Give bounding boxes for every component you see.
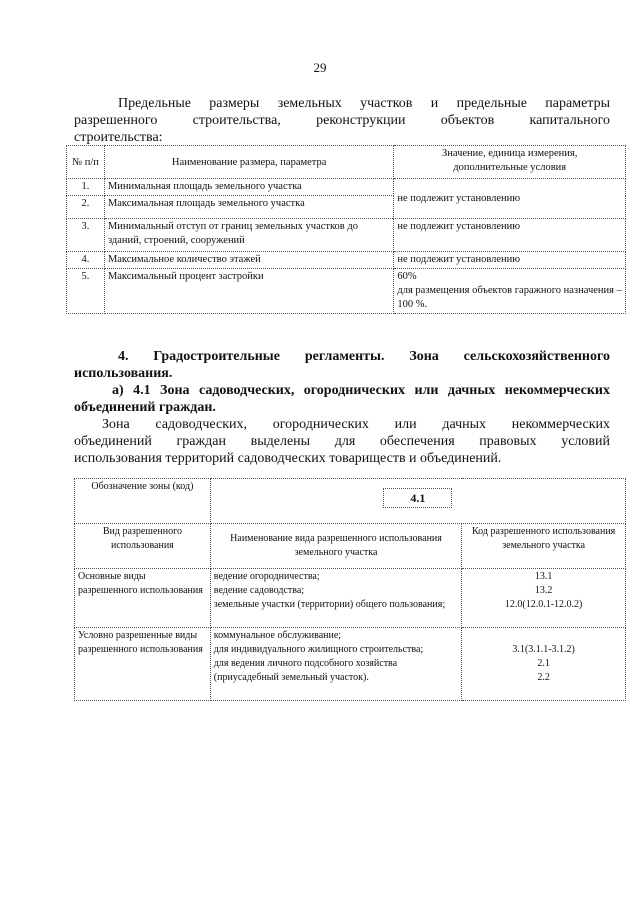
row-name: Максимальное количество этажей xyxy=(104,252,393,269)
table-row xyxy=(67,219,626,252)
subsection-line2: объединений граждан. xyxy=(74,400,216,415)
list-item: для индивидуального жилищного строительства; xyxy=(213,644,424,655)
list-item: 13.1 xyxy=(534,571,553,582)
row-value-line1: 60% xyxy=(397,271,417,282)
row-value: не подлежит установлению xyxy=(394,179,626,219)
list-item: для ведения личного подсобного хозяйства (приусадебный земельный участок). xyxy=(213,658,398,683)
table-header-row xyxy=(67,146,626,179)
header-type: Вид разрешенного использования xyxy=(75,524,211,569)
row-num: 1. xyxy=(67,179,105,196)
zone-code-row xyxy=(75,479,626,524)
params-heading-line3: строительства: xyxy=(74,130,163,145)
zone-code: 4.1 xyxy=(383,488,452,508)
section4-line2: использования. xyxy=(74,366,173,381)
list-item: ведение садоводства; xyxy=(213,585,305,596)
zone-description-line3: использования территорий садоводческих товариществ и объединений. xyxy=(74,451,502,466)
row-num: 3. xyxy=(67,219,105,252)
header-value-line2: дополнительные условия xyxy=(453,162,567,173)
table-header-row xyxy=(75,524,626,569)
list-item: ведение огородничества; xyxy=(213,571,320,582)
header-name: Наименование вида разрешенного использования земельного участка xyxy=(210,524,461,569)
row-codes xyxy=(462,569,626,628)
row-num: 5. xyxy=(67,269,105,314)
row-value: не подлежит установлению xyxy=(394,219,626,252)
list-item: коммунальное обслуживание; xyxy=(213,630,342,641)
list-item: 13.2 xyxy=(534,585,553,596)
table-row xyxy=(67,269,626,314)
section4-line1: 4. Градостроительные регламенты. Зона сельскохозяйственного xyxy=(118,349,610,364)
list-item: 3.1(3.1.1-3.1.2) xyxy=(512,644,575,655)
zone-description-line1: Зона садоводческих, огороднических или дачных некоммерческих xyxy=(102,417,610,432)
row-name: Максимальная площадь земельного участка xyxy=(104,196,393,219)
zone-table xyxy=(74,478,626,701)
header-code: Код разрешенного использования земельного участка xyxy=(462,524,626,569)
header-num: № п/п xyxy=(67,146,105,179)
subsection-heading xyxy=(74,382,610,416)
table-row xyxy=(75,569,626,628)
row-value xyxy=(394,269,626,314)
zone-label: Обозначение зоны (код) xyxy=(75,479,211,524)
zone-description xyxy=(74,416,610,467)
list-item: 2.2 xyxy=(537,672,550,683)
list-item: земельные участки (территории) общего пользования; xyxy=(213,599,446,610)
row-name: Минимальный отступ от границ земельных участков до зданий, строений, сооружений xyxy=(104,219,393,252)
params-heading-line2: разрешенного строительства, реконструкции объектов капитального xyxy=(74,113,610,128)
row-name: Минимальная площадь земельного участка xyxy=(104,179,393,196)
header-value-line1: Значение, единица измерения, xyxy=(442,148,578,159)
header-name: Наименование размера, параметра xyxy=(104,146,393,179)
subsection-line1: а) 4.1 Зона садоводческих, огороднических или дачных некоммерческих xyxy=(112,383,610,398)
params-table xyxy=(66,145,626,314)
row-names xyxy=(210,569,461,628)
table-row xyxy=(67,252,626,269)
params-heading xyxy=(74,95,610,146)
list-item: 12.0(12.0.1-12.0.2) xyxy=(504,599,583,610)
list-item: 2.1 xyxy=(537,658,550,669)
section4-heading xyxy=(74,348,610,382)
row-codes xyxy=(462,628,626,701)
params-heading-line1: Предельные размеры земельных участков и предельные параметры xyxy=(118,96,610,111)
row-type: Основные виды разрешенного использования xyxy=(75,569,211,628)
row-type: Условно разрешенные виды разрешенного использования xyxy=(75,628,211,701)
row-value: не подлежит установлению xyxy=(394,252,626,269)
row-value-line2: для размещения объектов гаражного назначения – 100 %. xyxy=(397,285,622,310)
row-num: 4. xyxy=(67,252,105,269)
zone-description-line2: объединений граждан выделены для обеспечения правовых условий xyxy=(74,434,610,449)
table-row xyxy=(67,179,626,196)
header-value xyxy=(394,146,626,179)
page-number: 29 xyxy=(313,60,327,75)
row-num: 2. xyxy=(67,196,105,219)
table-row xyxy=(75,628,626,701)
row-names xyxy=(210,628,461,701)
row-name: Максимальный процент застройки xyxy=(104,269,393,314)
zone-code-cell xyxy=(210,479,625,524)
